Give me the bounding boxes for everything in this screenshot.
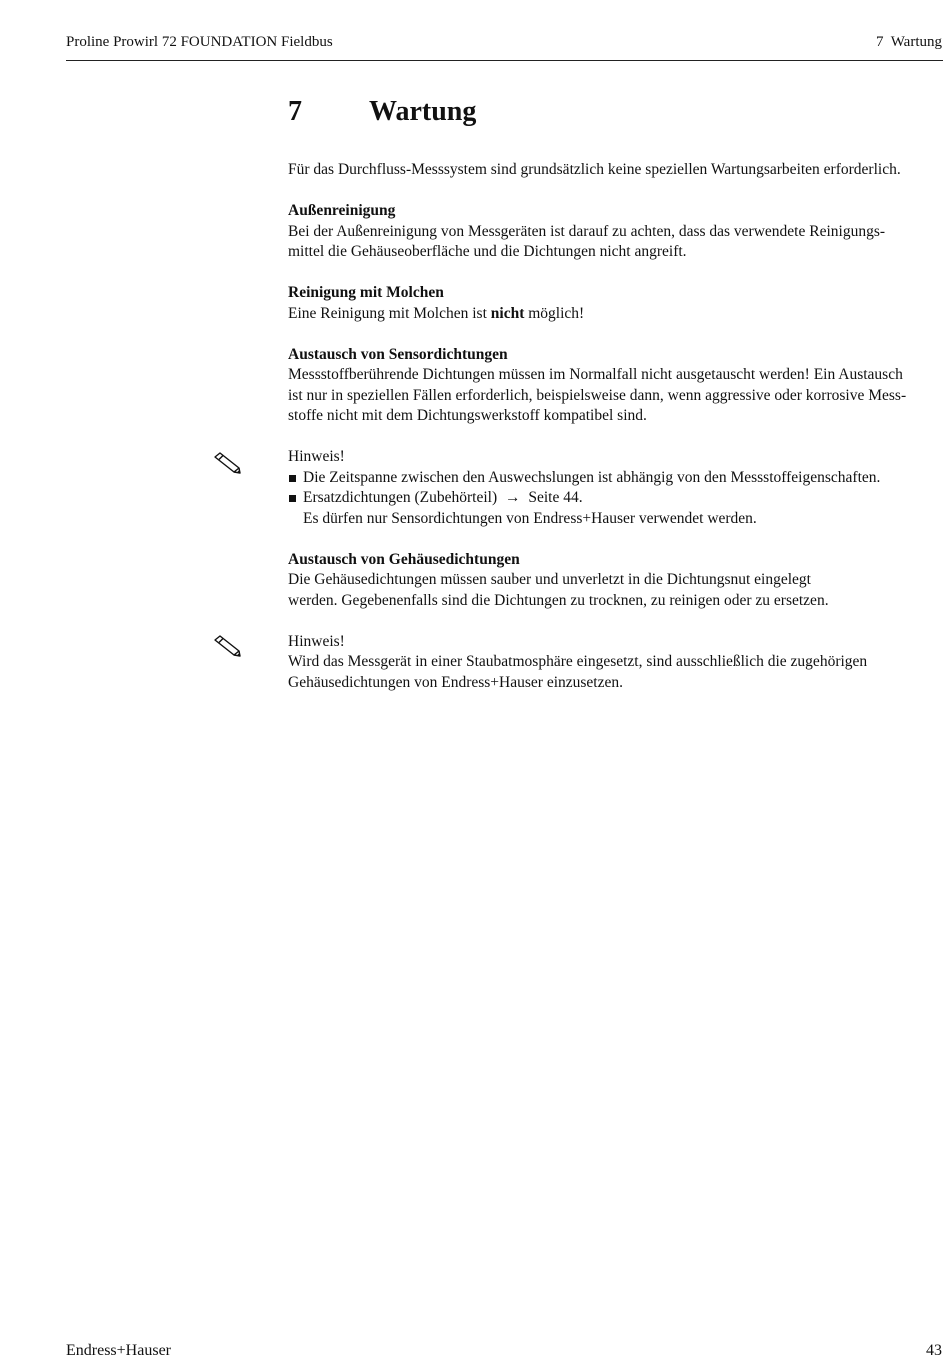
housing-seals-line: Die Gehäusedichtungen müssen sauber und unverletzt in die Dichtungsnut eingelegt xyxy=(288,571,811,588)
outer-cleaning-line: mittel die Gehäuseoberfläche und die Dichtungen nicht angreift. xyxy=(288,243,687,260)
running-header-chapter: 7 Wartung xyxy=(875,34,942,50)
list-item: Ersatzdichtungen (Zubehörteil) → Seite 44. xyxy=(288,488,944,509)
note-line: Wird das Messgerät in einer Staubatmosphäre eingesetzt, sind ausschließlich die zugehörigen xyxy=(288,653,868,670)
pencil-icon xyxy=(211,450,243,474)
header-rule xyxy=(66,60,943,61)
note-line: Gehäusedichtungen von Endress+Hauser einzusetzen. xyxy=(288,673,623,691)
chapter-number: 7 xyxy=(288,96,302,127)
pig-cleaning-text: Eine Reinigung mit Molchen ist nicht möglich! xyxy=(288,304,585,322)
arrow-right-icon: → xyxy=(504,489,521,506)
housing-seals-line: werden. Gegebenenfalls sind die Dichtungen zu trocknen, zu reinigen oder zu ersetzen. xyxy=(288,591,829,609)
chapter-title: Wartung xyxy=(369,96,477,127)
bullet-square-icon xyxy=(289,475,296,482)
footer-brand: Endress+Hauser xyxy=(66,1342,171,1359)
pencil-icon xyxy=(211,633,243,657)
sensor-seals-line: Messstoffberührende Dichtungen müssen im Normalfall nicht ausgetauscht werden! Ein Austausch xyxy=(288,366,903,383)
bullet-square-icon xyxy=(289,495,296,502)
heading-housing-seals: Austausch von Gehäusedichtungen xyxy=(288,550,520,568)
outer-cleaning-line: Bei der Außenreinigung von Messgeräten ist darauf zu achten, dass das verwendete Reinigungs- xyxy=(288,222,886,240)
note-title: Hinweis! xyxy=(288,448,345,465)
running-header-title: Proline Prowirl 72 FOUNDATION Fieldbus xyxy=(66,34,333,50)
heading-outer-cleaning: Außenreinigung xyxy=(288,202,396,219)
page-reference: Seite 44. xyxy=(528,489,583,506)
body-content xyxy=(288,160,944,693)
emphasis-nicht: nicht xyxy=(490,304,525,322)
heading-sensor-seals: Austausch von Sensordichtungen xyxy=(288,345,508,363)
intro-paragraph: Für das Durchfluss-Messsystem sind grundsätzlich keine speziellen Wartungsarbeiten erforderlich. xyxy=(288,161,901,178)
page-number: 43 xyxy=(926,1342,942,1359)
note-title: Hinweis! xyxy=(288,632,345,650)
list-item-continuation: Es dürfen nur Sensordichtungen von Endress+Hauser verwendet werden. xyxy=(303,509,757,527)
sensor-seals-line: ist nur in speziellen Fällen erforderlich, beispielsweise dann, wenn aggressive oder korrosive Mess- xyxy=(288,386,907,404)
heading-pig-cleaning: Reinigung mit Molchen xyxy=(288,284,444,301)
list-item: Die Zeitspanne zwischen den Auswechslungen ist abhängig von den Messstoffeigenschaften. xyxy=(288,468,944,489)
sensor-seals-line: stoffe nicht mit dem Dichtungswerkstoff kompatibel sind. xyxy=(288,407,647,424)
note-bullet-list xyxy=(288,468,944,530)
